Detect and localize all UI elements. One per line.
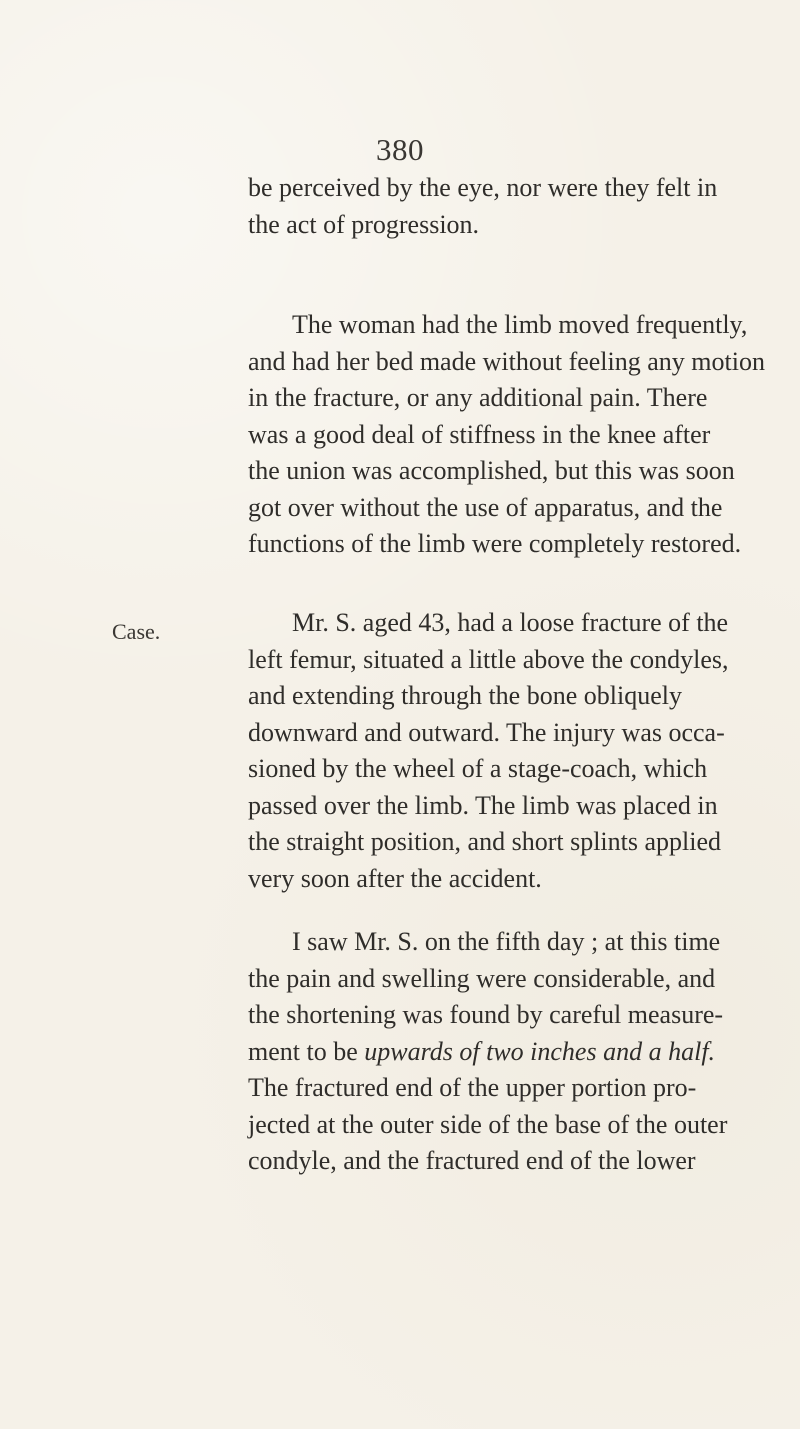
paragraph-2: [248, 307, 765, 563]
text-line: sioned by the wheel of a stage-coach, which: [248, 754, 708, 783]
paragraph-4: [248, 924, 738, 1180]
text-line: functions of the limb were completely restored.: [248, 529, 742, 558]
text-line: [248, 1034, 738, 1071]
text-line: the act of progression.: [248, 209, 480, 239]
text-line: the straight position, and short splints applied: [248, 827, 722, 856]
text-fragment: ment to be: [248, 1036, 365, 1066]
text-line: I saw Mr. S. on the fifth day ; at this time: [292, 927, 721, 956]
page-number: 380: [376, 132, 424, 167]
text-line: got over without the use of apparatus, and the: [248, 492, 723, 522]
text-line: condyle, and the fractured end of the lower: [248, 1146, 696, 1175]
text-line: the shortening was found by careful measure-: [248, 1000, 724, 1029]
text-line: and extending through the bone obliquely: [248, 681, 682, 710]
text-line: and had her bed made without feeling any motion: [248, 346, 765, 376]
text-line: downward and outward. The injury was occa-: [248, 717, 725, 747]
text-line: in the fracture, or any additional pain. There: [248, 383, 708, 412]
text-line: passed over the limb. The limb was placed in: [248, 790, 718, 820]
text-line: left femur, situated a little above the condyles,: [248, 644, 729, 674]
text-line: jected at the outer side of the base of the outer: [248, 1109, 728, 1139]
margin-label: Case.: [112, 619, 161, 644]
text-line: Mr. S. aged 43, had a loose fracture of the: [292, 608, 729, 637]
text-line: very soon after the accident.: [248, 863, 542, 893]
text-line: the pain and swelling were considerable, and: [248, 963, 716, 993]
text-line: be perceived by the eye, nor were they felt in: [248, 173, 718, 202]
text-line: the union was accomplished, but this was soon: [248, 456, 735, 485]
text-line: The woman had the limb moved frequently,: [292, 310, 748, 339]
text-line: The fractured end of the upper portion pro-: [248, 1073, 697, 1102]
paragraph-3: [248, 605, 738, 897]
emphasized-text: upwards of two inches and a half.: [364, 1036, 716, 1066]
paragraph-1: [248, 170, 738, 243]
text-line: was a good deal of stiffness in the knee after: [248, 419, 711, 449]
